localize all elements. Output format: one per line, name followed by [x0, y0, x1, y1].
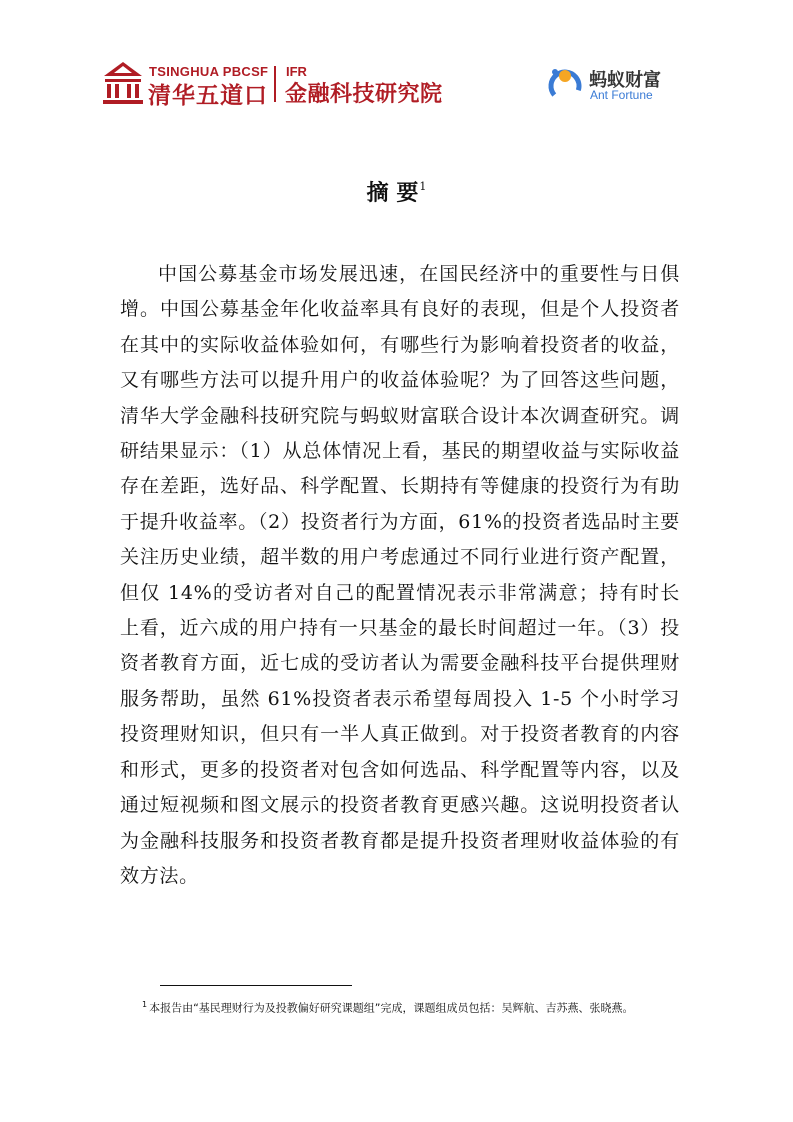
abstract-paragraph: 中国公募基金市场发展迅速，在国民经济中的重要性与日俱增。中国公募基金年化收益率具有良好的表现，但是个人投资者在其中的实际收益体验如何，有哪些行为影响着投资者的收益，又有哪些方法可以提升用户的收益体验呢？为了回答这些问题，清华大学金融科技研究院与蚂蚁财富联合设计本次调查研究。调研结果显示：（1）从总体情况上看，基民的期望收益与实际收益存在差距，选好品、科学配置、长期持有等健康的投资行为有助于提升收益率。（2）投资者行为方面，61%的投资者选品时主要关注历史业绩，超半数的用户考虑通过不同行业进行资产配置，但仅 14%的受访者对自己的配置情况表示非常满意；持有时长上看，近六成的用户持有一只基金的最长时间超过一年。（3）投资者教育方面，近七成的受访者认为需要金融科技平台提供理财服务帮助，虽然 61%投资者表示希望每周投入 1-5 个小时学习投资理财知识，但只有一半人真正做到。对于投资者教育的内容和形式，更多的投资者对包含如何选品、科学配置等内容，以及通过短视频和图文展示的投资者教育更感兴趣。这说明投资者认为金融科技服务和投资者教育都是提升投资者理财收益体验的有效方法。: [120, 263, 680, 887]
ifr-chinese-name: 金融科技研究院: [285, 82, 443, 107]
ant-fortune-english-name: Ant Fortune: [590, 88, 653, 102]
footnote-marker: 1: [142, 1000, 148, 1009]
ifr-english-name: IFR: [286, 64, 307, 79]
footnote-reference: 1: [419, 180, 427, 193]
tsinghua-chinese-name: 清华五道口: [148, 83, 268, 109]
tsinghua-english-name: TSINGHUA PBCSF: [149, 64, 269, 79]
footnote-divider: [160, 985, 352, 986]
header-divider: [274, 66, 276, 102]
abstract-title-text: 摘 要: [366, 180, 419, 206]
ant-fortune-chinese-name: 蚂蚁财富: [589, 70, 661, 91]
footnote-text: 本报告由“基民理财行为及投教偏好研究课题组”完成，课题组成员包括：吴辉航、吉苏燕、张晓燕。: [149, 1001, 634, 1015]
tsinghua-building-logo-icon: [102, 60, 144, 106]
abstract-title: [0, 176, 793, 207]
ant-fortune-logo-icon: [545, 64, 585, 104]
page-header: [0, 0, 793, 120]
footnote: [120, 994, 680, 1020]
